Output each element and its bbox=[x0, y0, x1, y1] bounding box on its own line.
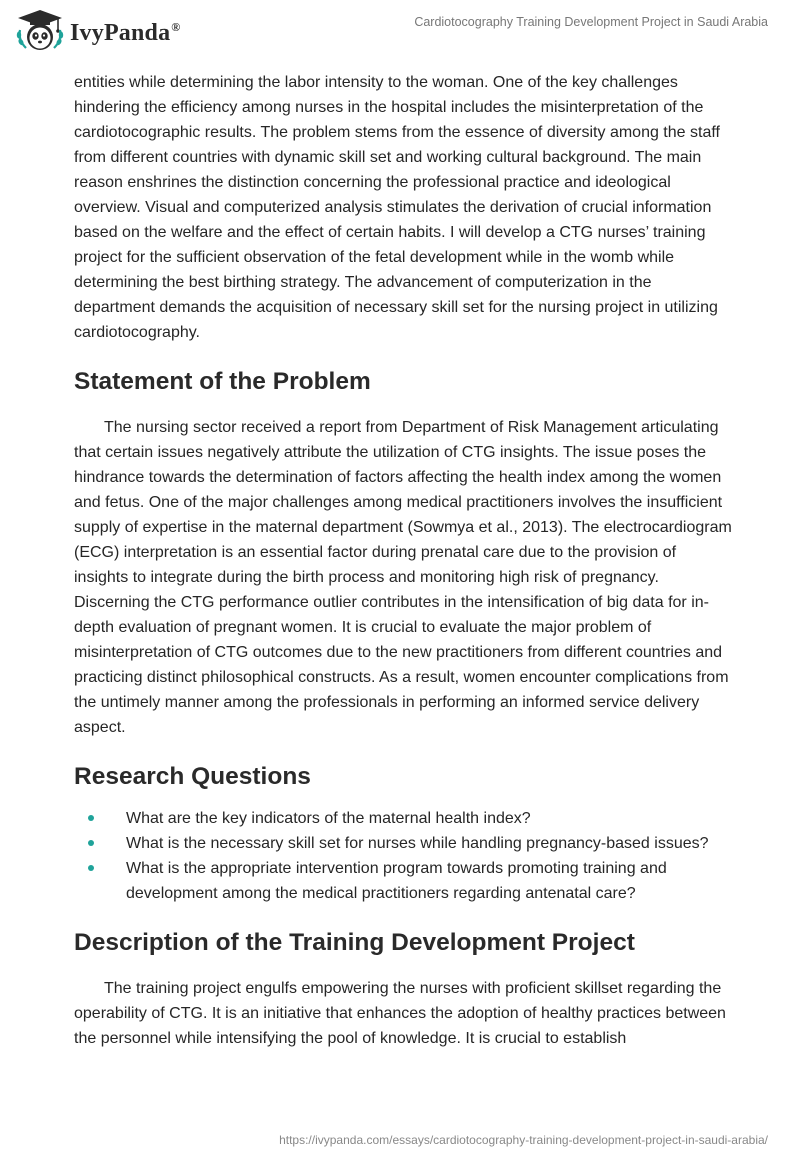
bullet-dot-icon bbox=[88, 815, 94, 821]
list-item bbox=[74, 831, 734, 856]
panda-graduate-logo-icon bbox=[14, 8, 66, 54]
brand-logo[interactable] bbox=[14, 8, 180, 54]
problem-paragraph: The nursing sector received a report from Department of Risk Management articulating that certain issues negatively attribute the utilization of CTG insights. The issue poses the hindrance towards the determination of factors affecting the health index among the women and fetus. One of the major challenges among medical practitioners involves the insufficient supply of expertise in the maternal department (Sowmya et al., 2013). The electrocardiogram (ECG) interpretation is an essential factor during prenatal care due to the provision of insights to integrate during the birth process and monitoring high risk of pregnancy. Discerning the CTG performance outlier contributes in the intensification of big data for in-depth evaluation of pregnant women. It is crucial to evaluate the major problem of misinterpretation of CTG outcomes due to the new practitioners from different countries and practicing distinct philosophical constructs. As a result, women encounter complications from the untimely manner among the professionals in performing an informed service delivery aspect. bbox=[74, 419, 732, 736]
question-text: What is the appropriate intervention program towards promoting training and development among the medical practitioners regarding antenatal care? bbox=[126, 860, 667, 902]
research-questions-list bbox=[74, 806, 734, 906]
question-text: What is the necessary skill set for nurses while handling pregnancy-based issues? bbox=[126, 835, 709, 852]
question-text: What are the key indicators of the maternal health index? bbox=[126, 810, 531, 827]
section-heading-problem: Statement of the Problem bbox=[74, 368, 371, 395]
article-content bbox=[74, 70, 734, 1051]
intro-paragraph: entities while determining the labor intensity to the woman. One of the key challenges hindering the efficiency among nurses in the hospital includes the misinterpretation of the cardiotocographic results. The problem stems from the essence of diversity among the staff from different countries with dynamic skill set and working cultural background. The main reason enshrines the distinction concerning the professional practice and ideological overview. Visual and computerized analysis stimulates the derivation of crucial information based on the welfare and the effect of certain habits. I will develop a CTG nurses’ training project for the sufficient observation of the fetal development while in the womb while determining the best birthing strategy. The advancement of computerization in the department demands the acquisition of necessary skill set for the nursing project in utilizing cardiotocography. bbox=[74, 74, 720, 341]
section-heading-research-questions: Research Questions bbox=[74, 763, 311, 790]
list-item bbox=[74, 806, 734, 831]
document-title: Cardiotocography Training Development Project in Saudi Arabia bbox=[414, 15, 768, 29]
bullet-dot-icon bbox=[88, 840, 94, 846]
training-project-paragraph: The training project engulfs empowering the nurses with proficient skillset regarding the operability of CTG. It is an initiative that enhances the adoption of healthy practices between the personnel while intensifying the pool of knowledge. It is crucial to establish bbox=[74, 980, 726, 1047]
source-url[interactable]: https://ivypanda.com/essays/cardiotocography-training-development-project-in-saudi-arabia/ bbox=[279, 1133, 768, 1147]
bullet-dot-icon bbox=[88, 865, 94, 871]
page-header bbox=[0, 0, 800, 60]
list-item bbox=[74, 856, 734, 906]
section-heading-training-project: Description of the Training Development Project bbox=[74, 929, 635, 956]
brand-name: IvyPanda® bbox=[70, 19, 181, 46]
